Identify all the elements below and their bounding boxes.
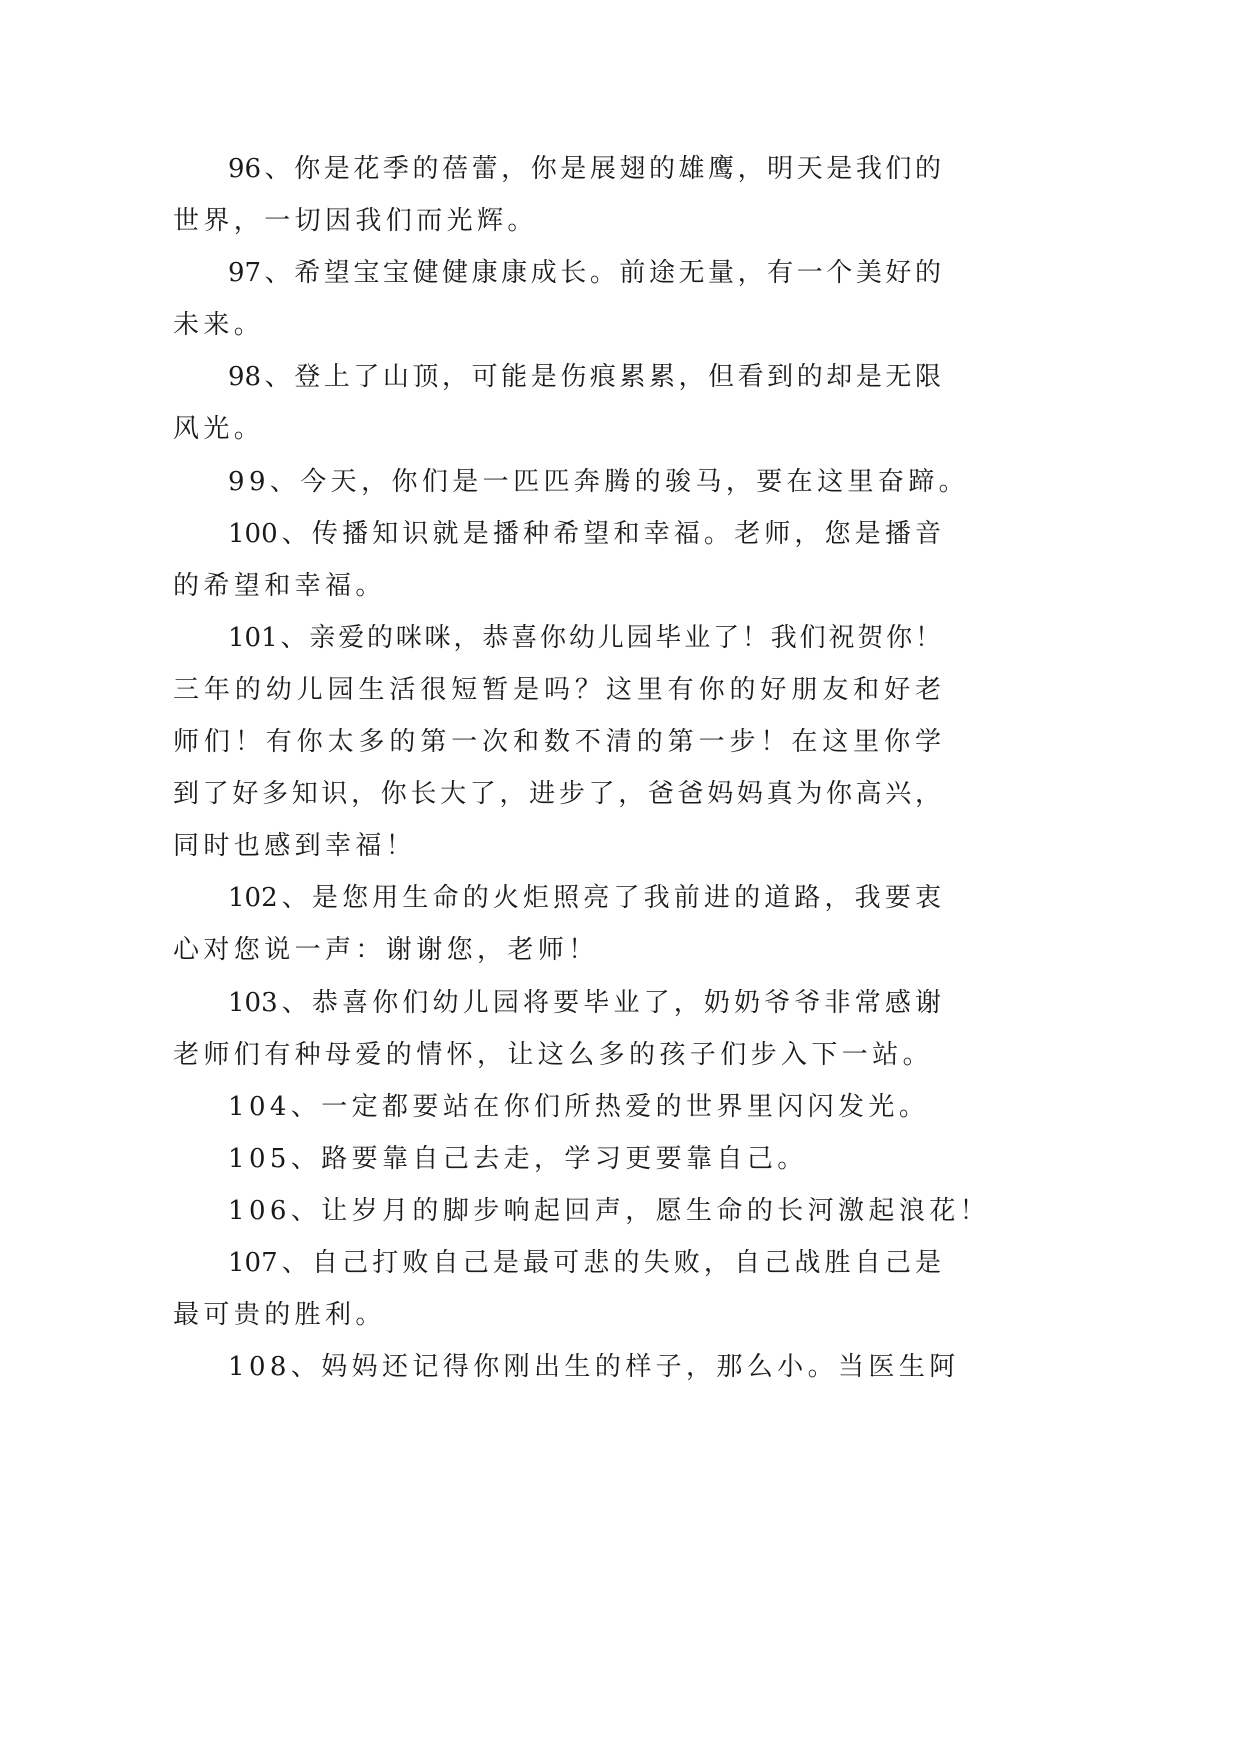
text-line: 101、亲爱的咪咪，恭喜你幼儿园毕业了！我们祝贺你！: [228, 622, 941, 653]
paragraph: [173, 351, 941, 455]
text-line: 99、今天，你们是一匹匹奔腾的骏马，要在这里奋蹄。: [228, 466, 970, 497]
text-line: 最可贵的胜利。: [173, 1300, 386, 1331]
paragraph: [173, 143, 941, 247]
text-line: 97、希望宝宝健健康康成长。前途无量，有一个美好的: [228, 258, 941, 289]
paragraph: [173, 456, 970, 508]
text-line: 同时也感到幸福！: [173, 831, 417, 862]
paragraph: [173, 508, 941, 612]
text-line: 96、你是花季的蓓蕾，你是展翅的雄鹰，明天是我们的: [228, 154, 941, 184]
document-body: [173, 143, 991, 1393]
text-line: 98、登上了山顶，可能是伤痕累累，但看到的却是无限: [228, 362, 941, 393]
text-line: 107、自己打败自己是最可悲的失败，自己战胜自己是: [228, 1247, 941, 1278]
text-line: 100、传播知识就是播种希望和幸福。老师，您是播音: [228, 518, 941, 549]
text-line: 102、是您用生命的火炬照亮了我前进的道路，我要衷: [228, 883, 941, 914]
paragraph: [173, 1081, 941, 1133]
paragraph: [173, 247, 941, 351]
text-line: 105、路要靠自己去走，学习更要靠自己。: [228, 1143, 808, 1174]
text-line: 三年的幼儿园生活很短暂是吗？这里有你的好朋友和好老: [173, 674, 941, 705]
text-line: 106、让岁月的脚步响起回声，愿生命的长河激起浪花！: [228, 1195, 991, 1226]
text-line: 的希望和幸福。: [173, 570, 386, 601]
text-line: 108、妈妈还记得你刚出生的样子，那么小。当医生阿: [228, 1352, 960, 1383]
text-line: 未来。: [173, 310, 265, 341]
text-line: 104、一定都要站在你们所热爱的世界里闪闪发光。: [228, 1091, 930, 1122]
text-line: 师们！有你太多的第一次和数不清的第一步！在这里你学: [173, 727, 941, 758]
paragraph: [173, 1133, 941, 1185]
paragraph: [173, 612, 941, 872]
paragraph: [173, 977, 941, 1081]
text-line: 老师们有种母爱的情怀，让这么多的孩子们步入下一站。: [173, 1039, 934, 1070]
paragraph: [173, 1341, 960, 1393]
text-line: 世界，一切因我们而光辉。: [173, 206, 538, 237]
text-line: 到了好多知识，你长大了，进步了，爸爸妈妈真为你高兴，: [173, 779, 941, 810]
text-line: 心对您说一声：谢谢您，老师！: [173, 935, 599, 966]
text-line: 103、恭喜你们幼儿园将要毕业了，奶奶爷爷非常感谢: [228, 987, 941, 1018]
text-line: 风光。: [173, 414, 265, 445]
paragraph: [173, 1237, 941, 1341]
paragraph: [173, 1185, 991, 1237]
paragraph: [173, 872, 941, 976]
